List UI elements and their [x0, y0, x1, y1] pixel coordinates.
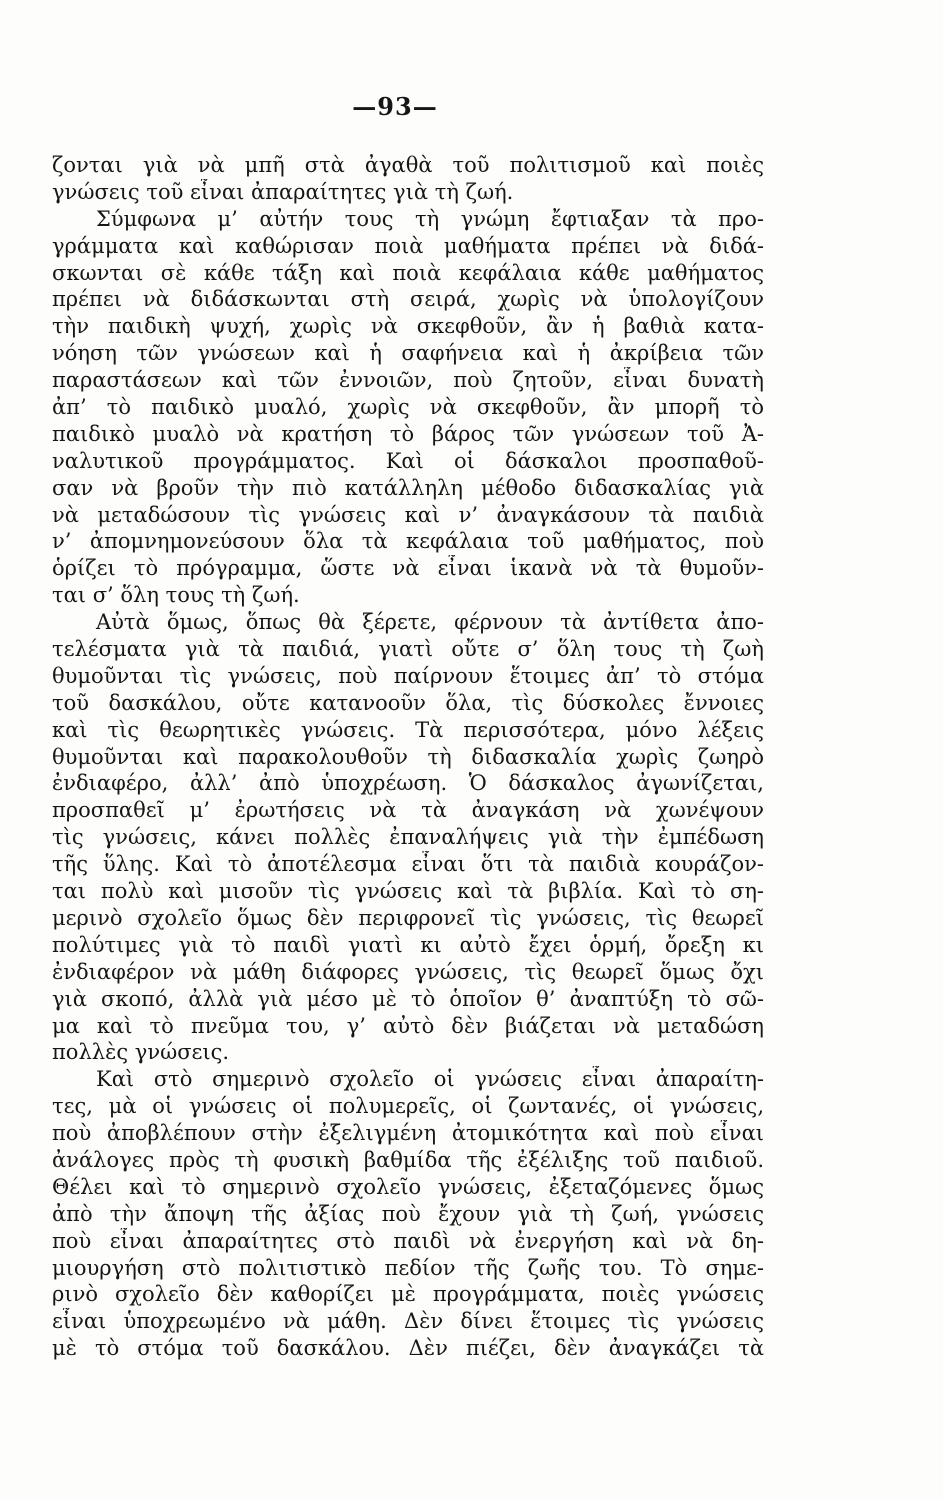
text-line: μὲ τὸ στόμα τοῦ δασκάλου. Δὲν πιέζει, δὲν ἀναγκάζει τὰ: [52, 1336, 764, 1361]
paragraph: [52, 609, 764, 1066]
text-line: ποὺ εἶναι ἀπαραίτητες στὸ παιδὶ νὰ ἐνεργήση καὶ νὰ δη-: [52, 1228, 764, 1253]
text-line: εἶναι ὑποχρεωμένο νὰ μάθη. Δὲν δίνει ἕτοιμες τὶς γνώσεις: [52, 1309, 764, 1334]
text-line: γράμματα καὶ καθώρισαν ποιὰ μαθήματα πρέπει νὰ διδά-: [52, 233, 764, 258]
text-line: τὶς γνώσεις, κάνει πολλὲς ἐπαναλήψεις γιὰ τὴν ἐμπέδωση: [52, 825, 764, 850]
text-line: Καὶ στὸ σημερινὸ σχολεῖο οἱ γνώσεις εἶναι ἀπαραίτη-: [96, 1067, 764, 1092]
text-line: ἀνάλογες πρὸς τὴ φυσικὴ βαθμίδα τῆς ἐξέλιξης τοῦ παιδιοῦ.: [52, 1147, 764, 1172]
text-line: καὶ τὶς θεωρητικὲς γνώσεις. Τὰ περισσότερα, μόνο λέξεις: [52, 717, 764, 742]
text-line: σκωνται σὲ κάθε τάξη καὶ ποιὰ κεφάλαια κάθε μαθήματος: [52, 260, 764, 285]
text-line: Σύμφωνα μ’ αὐτήν τους τὴ γνώμη ἔφτιαξαν τὰ προ-: [96, 206, 764, 231]
text-line: ται σ’ ὅλη τους τὴ ζωή.: [52, 583, 300, 608]
text-line: προσπαθεῖ μ’ ἐρωτήσεις νὰ τὰ ἀναγκάση νὰ χωνέψουν: [52, 798, 764, 823]
text-line: νόηση τῶν γνώσεων καὶ ἡ σαφήνεια καὶ ἡ ἀκρίβεια τῶν: [52, 341, 764, 366]
text-line: σαν νὰ βροῦν τὴν πιὸ κατάλληλη μέθοδο διδασκαλίας γιὰ: [52, 475, 764, 500]
text-line: ν’ ἀπομνημονεύσουν ὅλα τὰ κεφάλαια τοῦ μαθήματος, ποὺ: [52, 529, 764, 554]
text-line: θυμοῦνται καὶ παρακολουθοῦν τὴ διδασκαλία χωρὶς ζωηρὸ: [52, 744, 764, 769]
text-line: ζονται γιὰ νὰ μπῆ στὰ ἀγαθὰ τοῦ πολιτισμοῦ καὶ ποιὲς: [52, 153, 764, 177]
text-line: ἐνδιαφέρο, ἀλλ’ ἀπὸ ὑποχρέωση. Ὁ δάσκαλος ἀγωνίζεται,: [52, 771, 764, 796]
text-line: γιὰ σκοπό, ἀλλὰ γιὰ μέσο μὲ τὸ ὁποῖον θ’ ἀναπτύξη τὸ σῶ-: [52, 986, 764, 1011]
text-line: ἀπὸ τὴν ἄποψη τῆς ἀξίας ποὺ ἔχουν γιὰ τὴ ζωή, γνώσεις: [52, 1201, 764, 1226]
text-line: νὰ μεταδώσουν τὶς γνώσεις καὶ ν’ ἀναγκάσουν τὰ παιδιὰ: [52, 502, 764, 527]
text-line: ἀπ’ τὸ παιδικὸ μυαλό, χωρὶς νὰ σκεφθοῦν, ἂν μπορῆ τὸ: [52, 395, 764, 420]
paragraph: [52, 152, 764, 206]
page-number: —93—: [352, 92, 438, 121]
text-line: ται πολὺ καὶ μισοῦν τὶς γνώσεις καὶ τὰ βιβλία. Καὶ τὸ ση-: [52, 879, 764, 904]
text-line: τῆς ὕλης. Καὶ τὸ ἀποτέλεσμα εἶναι ὅτι τὰ παιδιὰ κουράζον-: [52, 852, 764, 877]
paragraph: [52, 1066, 764, 1362]
body-text: [52, 152, 764, 1362]
text-line: μιουργήση στὸ πολιτιστικὸ πεδίον τῆς ζωῆς του. Τὸ σημε-: [52, 1255, 764, 1280]
text-line: τοῦ δασκάλου, οὔτε κατανοοῦν ὅλα, τὶς δύσκολες ἔννοιες: [52, 690, 764, 715]
text-line: παιδικὸ μυαλὸ νὰ κρατήση τὸ βάρος τῶν γνώσεων τοῦ Ἀ-: [52, 421, 764, 446]
text-line: μα καὶ τὸ πνεῦμα του, γ’ αὐτὸ δὲν βιάζεται νὰ μεταδώση: [52, 1013, 764, 1038]
text-line: τὴν παιδικὴ ψυχή, χωρὶς νὰ σκεφθοῦν, ἂν ἡ βαθιὰ κατα-: [52, 314, 764, 339]
text-line: Αὐτὰ ὅμως, ὅπως θὰ ξέρετε, φέρνουν τὰ ἀντίθετα ἀπο-: [96, 610, 764, 635]
text-line: ὁρίζει τὸ πρόγραμμα, ὥστε νὰ εἶναι ἱκανὰ νὰ τὰ θυμοῦν-: [52, 556, 764, 581]
text-line: θυμοῦνται τὶς γνώσεις, ποὺ παίρνουν ἕτοιμες ἀπ’ τὸ στόμα: [52, 663, 764, 688]
text-line: πρέπει νὰ διδάσκωνται στὴ σειρά, χωρὶς νὰ ὑπολογίζουν: [52, 287, 764, 312]
text-line: ναλυτικοῦ προγράμματος. Καὶ οἱ δάσκαλοι προσπαθοῦ-: [52, 448, 764, 473]
text-line: πολύτιμες γιὰ τὸ παιδὶ γιατὶ κι αὐτὸ ἔχει ὁρμή, ὄρεξη κι: [52, 932, 764, 957]
text-line: γνώσεις τοῦ εἶναι ἀπαραίτητες γιὰ τὴ ζωή.: [52, 179, 514, 204]
paragraph: [52, 206, 764, 609]
text-line: μερινὸ σχολεῖο ὅμως δὲν περιφρονεῖ τὶς γνώσεις, τὶς θεωρεῖ: [52, 905, 764, 930]
text-line: τες, μὰ οἱ γνώσεις οἱ πολυμερεῖς, οἱ ζωντανές, οἱ γνώσεις,: [52, 1094, 764, 1119]
text-line: παραστάσεων καὶ τῶν ἐννοιῶν, ποὺ ζητοῦν, εἶναι δυνατὴ: [52, 368, 764, 393]
text-line: Θέλει καὶ τὸ σημερινὸ σχολεῖο γνώσεις, ἐξεταζόμενες ὅμως: [52, 1174, 764, 1199]
text-line: ποὺ ἀποβλέπουν στὴν ἐξελιγμένη ἀτομικότητα καὶ ποὺ εἶναι: [52, 1121, 764, 1146]
text-line: πολλὲς γνώσεις.: [52, 1040, 230, 1065]
text-line: τελέσματα γιὰ τὰ παιδιά, γιατὶ οὔτε σ’ ὅλη τους τὴ ζωὴ: [52, 637, 764, 662]
text-line: ἐνδιαφέρον νὰ μάθη διάφορες γνώσεις, τὶς θεωρεῖ ὅμως ὄχι: [52, 959, 764, 984]
text-line: ρινὸ σχολεῖο δὲν καθορίζει μὲ προγράμματα, ποιὲς γνώσεις: [52, 1282, 764, 1307]
